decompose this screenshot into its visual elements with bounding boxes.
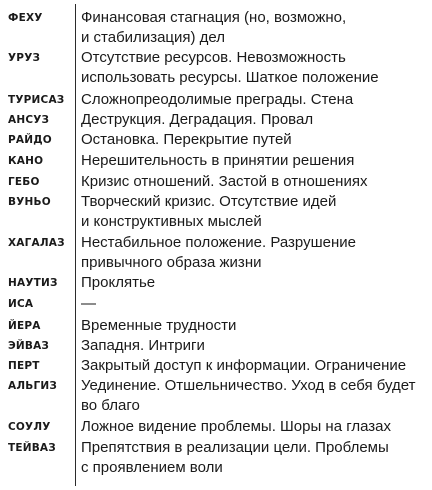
table-row: [0, 294, 426, 314]
table-row: [0, 8, 426, 48]
rune-description: Нестабильное положение. Разрушение привычного образа жизни: [81, 234, 356, 271]
table-row: [0, 130, 426, 150]
table-row: [0, 172, 426, 192]
rune-name: КАНО: [8, 155, 44, 167]
rune-description: Уединение. Отшельничество. Уход в себя будет во благо: [81, 377, 416, 414]
rune-description: Деструкция. Деградация. Провал: [81, 111, 314, 128]
rune-name: АЛЬГИЗ: [8, 380, 57, 392]
rune-description: Проклятье: [81, 274, 156, 291]
rune-name: ПЕРТ: [8, 360, 40, 372]
table-row: [0, 438, 426, 478]
rune-name: ТУРИСАЗ: [8, 94, 65, 106]
table-row: [0, 110, 426, 130]
table-row: [0, 90, 426, 110]
rune-name: ТЕЙВАЗ: [8, 442, 56, 454]
table-row: [0, 316, 426, 336]
rune-description: Сложнопреодолимые преграды. Стена: [81, 91, 354, 108]
rune-name: ЭЙВАЗ: [8, 340, 50, 352]
table-row: [0, 356, 426, 376]
rune-name: НАУТИЗ: [8, 277, 58, 289]
rune-description: Остановка. Перекрытие путей: [81, 131, 292, 148]
rune-name: УРУЗ: [8, 52, 41, 64]
table-row: [0, 336, 426, 356]
table-row: [0, 192, 426, 232]
rune-description: Отсутствие ресурсов. Невозможность использовать ресурсы. Шаткое положение: [81, 49, 379, 86]
rune-name: ГЕБО: [8, 176, 40, 188]
table-row: [0, 273, 426, 293]
rune-description: Западня. Интриги: [81, 337, 205, 354]
rune-description: Препятствия в реализации цели. Проблемы с проявлением воли: [81, 439, 389, 476]
rune-description: Ложное видение проблемы. Шоры на глазах: [81, 418, 392, 435]
rune-name: ФЕХУ: [8, 12, 43, 24]
table-row: [0, 151, 426, 171]
table-row: [0, 417, 426, 437]
rune-description: Творческий кризис. Отсутствие идей и конструктивных мыслей: [81, 193, 337, 230]
rune-name: ХАГАЛАЗ: [8, 237, 65, 249]
table-row: [0, 233, 426, 273]
rune-name: РАЙДО: [8, 134, 52, 146]
rune-name: ЙЕРА: [8, 320, 41, 332]
table-row: [0, 48, 426, 88]
rune-description: Нерешительность в принятии решения: [81, 152, 355, 169]
rune-description: —: [81, 295, 96, 312]
rune-name: АНСУЗ: [8, 114, 50, 126]
rune-name: ВУНЬО: [8, 196, 51, 208]
table-row: [0, 376, 426, 416]
rune-name: СОУЛУ: [8, 421, 51, 433]
rune-name: ИСА: [8, 298, 34, 310]
rune-description: Закрытый доступ к информации. Ограничение: [81, 357, 407, 374]
rune-description: Кризис отношений. Застой в отношениях: [81, 173, 368, 190]
rune-description: Временные трудности: [81, 317, 237, 334]
rune-description: Финансовая стагнация (но, возможно, и стабилизация) дел: [81, 9, 347, 46]
